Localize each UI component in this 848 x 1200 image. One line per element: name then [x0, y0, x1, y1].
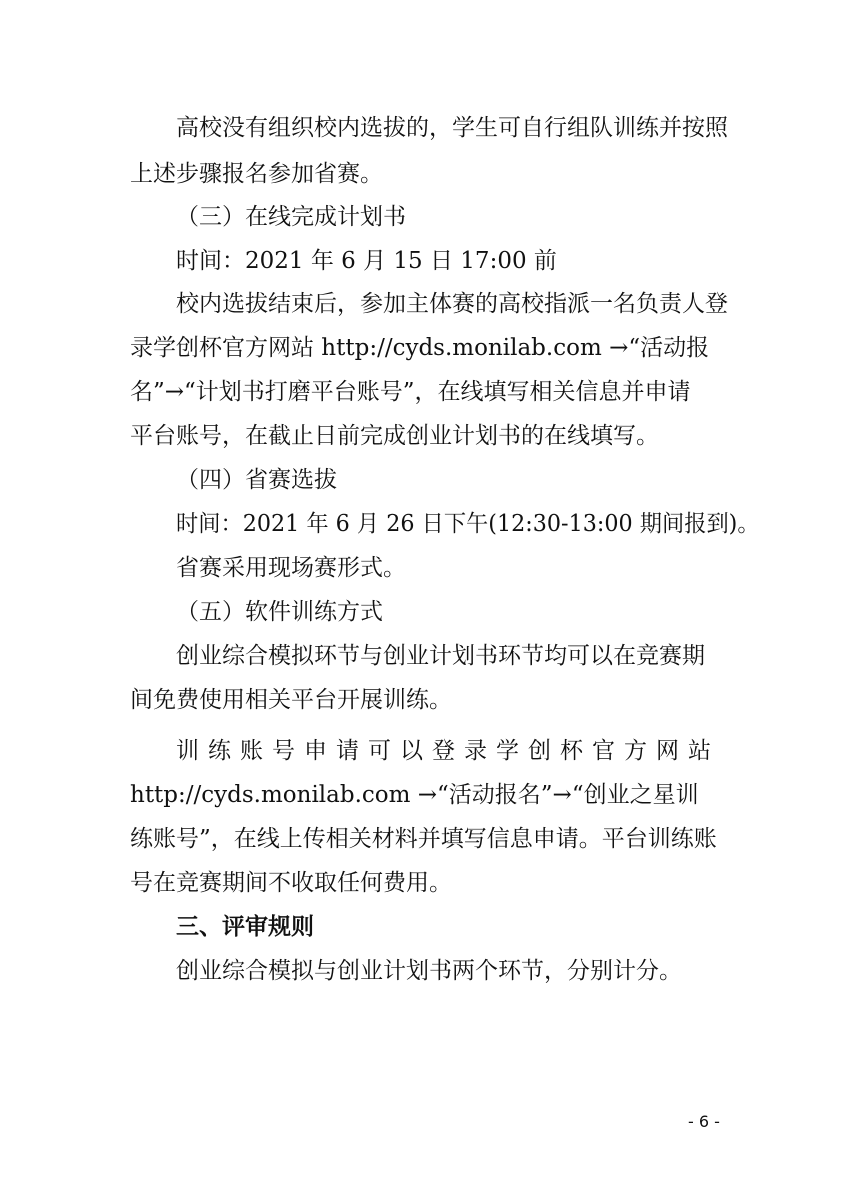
paragraph-line: 创业综合模拟环节与创业计划书环节均可以在竞赛期: [176, 643, 705, 669]
chapter-heading: 三、评审规则: [176, 914, 314, 940]
paragraph-line: 高校没有组织校内选拔的，学生可自行组队训练并按照: [176, 115, 728, 141]
paragraph-line: 号在竞赛期间不收取任何费用。: [130, 870, 452, 896]
paragraph-line: 训练账号申请可以登录学创杯官方网站: [176, 738, 720, 764]
paragraph-line: 录学创杯官方网站 http://cyds.monilab.com →“活动报: [130, 335, 710, 361]
paragraph-line: 间免费使用相关平台开展训练。: [130, 687, 452, 713]
paragraph-line: 上述步骤报名参加省赛。: [130, 161, 383, 187]
paragraph-line: 练账号”，在线上传相关材料并填写信息申请。平台训练账: [130, 826, 717, 852]
section-heading-3: （三）在线完成计划书: [176, 204, 406, 230]
paragraph-line: 名”→“计划书打磨平台账号”，在线填写相关信息并申请: [130, 379, 691, 405]
paragraph-line: http://cyds.monilab.com →“活动报名”→“创业之星训: [130, 782, 699, 808]
section-heading-4: （四）省赛选拔: [176, 467, 337, 493]
paragraph-line: 时间：2021 年 6 月 26 日下午(12:30-13:00 期间报到)。: [176, 511, 760, 537]
paragraph-line: 校内选拔结束后，参加主体赛的高校指派一名负责人登: [176, 291, 728, 317]
paragraph-line: 时间：2021 年 6 月 15 日 17:00 前: [176, 248, 557, 274]
paragraph-line: 创业综合模拟与创业计划书两个环节，分别计分。: [176, 958, 682, 984]
page-number: - 6 -: [688, 1112, 720, 1131]
paragraph-line: 平台账号，在截止日前完成创业计划书的在线填写。: [130, 423, 659, 449]
paragraph-line: 省赛采用现场赛形式。: [176, 555, 406, 581]
section-heading-5: （五）软件训练方式: [176, 599, 383, 625]
